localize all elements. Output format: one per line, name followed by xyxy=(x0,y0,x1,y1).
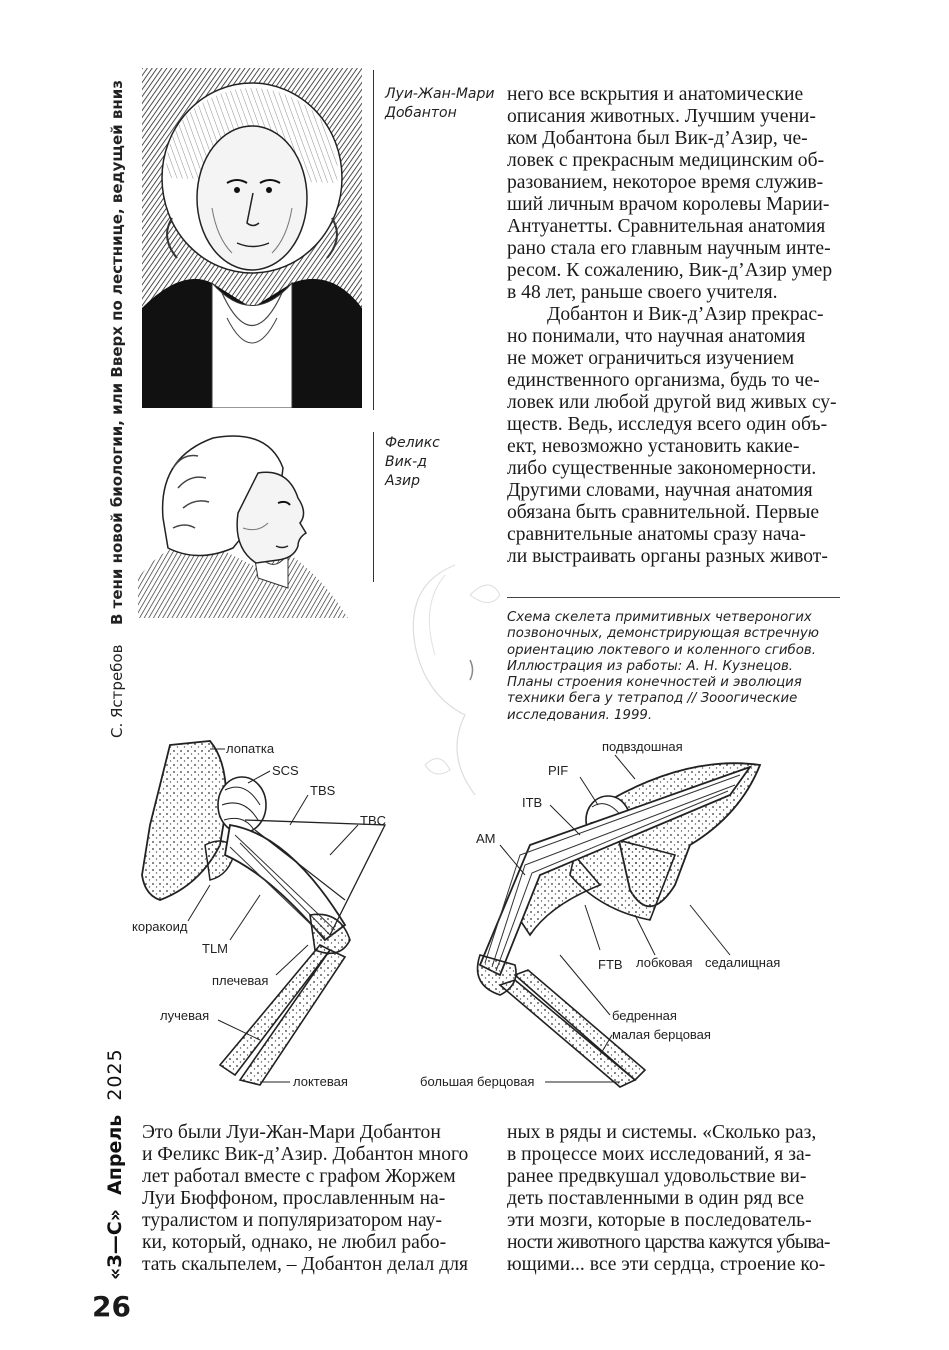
text-line: описания животных. Лучшим учени- xyxy=(507,106,816,127)
text-line: Луи Бюффоном, прославленным на- xyxy=(142,1188,446,1209)
text-line: ком Добантона был Вик-д’Азир, че- xyxy=(507,128,808,149)
caption-line: Иллюстрация из работы: А. Н. Кузнецов. xyxy=(507,658,794,674)
text-line: ки, который, однако, не любил рабо- xyxy=(142,1232,447,1253)
text-line: Добантон и Вик-д’Азир прекрас- xyxy=(547,304,824,325)
portrait-vicq-dazyr xyxy=(138,428,363,618)
text-line: сравнительные анатомы сразу нача- xyxy=(507,524,806,545)
text-line: в процессе моих исследований, я за- xyxy=(507,1144,812,1165)
label-scs: SCS xyxy=(272,763,299,778)
text-line: ловек с прекрасным медицинским об- xyxy=(507,150,825,171)
text-line: Это были Луи-Жан-Мари Добантон xyxy=(142,1122,441,1143)
portrait-caption-2 xyxy=(385,434,500,491)
caption-line: Феликс xyxy=(385,435,440,451)
text-line: туралистом и популяризатором нау- xyxy=(142,1210,442,1231)
text-line: единственного организма, будь то че- xyxy=(507,370,820,391)
text-line: разованием, некоторое время служив- xyxy=(507,172,824,193)
label-scapula: лопатка xyxy=(226,741,275,756)
footer-journal: «З—С» xyxy=(104,1209,126,1280)
text-line: но понимали, что научная анатомия xyxy=(507,326,806,347)
bottom-left-column xyxy=(142,1122,484,1276)
caption-line: исследования. 1999. xyxy=(507,707,653,723)
bottom-right-column xyxy=(507,1122,843,1276)
text-line: либо существенные закономерности. xyxy=(507,458,817,479)
label-tlm: TLM xyxy=(202,941,228,956)
label-radius: лучевая xyxy=(160,1008,210,1023)
label-am: AM xyxy=(476,831,496,846)
text-line: Другими словами, научная анатомия xyxy=(507,480,813,501)
text-line: ект, невозможно установить какие- xyxy=(507,436,800,457)
text-line: ловек или любой другой вид живых су- xyxy=(507,392,837,413)
label-fibula: малая берцовая xyxy=(612,1027,711,1042)
portrait-daubenton-image xyxy=(142,68,362,408)
header-author: С. Ястребов xyxy=(108,644,126,738)
caption-line: техники бега у тетрапод // Зооогические xyxy=(507,691,798,707)
label-coracoid: коракоид xyxy=(132,919,188,934)
label-femur: бедренная xyxy=(612,1008,677,1023)
caption-line: Планы строения конечностей и эволюция xyxy=(507,675,802,691)
label-tbs: TBS xyxy=(310,783,336,798)
portrait-vicq-dazyr-image xyxy=(138,428,363,618)
text-line: рано стала его главным научным инте- xyxy=(507,238,831,259)
header-title: В тени новой биологии, или Вверх по лестнице, ведущей вниз xyxy=(108,80,126,625)
caption-line: Луи-Жан-Мари xyxy=(385,86,495,102)
page-number: 26 xyxy=(92,1290,131,1323)
caption-line: Схема скелета примитивных четвероногих xyxy=(507,610,812,625)
portrait-rule-1 xyxy=(373,70,374,410)
caption-line: Вик-д xyxy=(385,454,427,470)
label-tibia: большая берцовая xyxy=(420,1074,535,1089)
right-column-top xyxy=(507,84,843,568)
caption-line: Добантон xyxy=(385,105,457,121)
label-humerus: плечевая xyxy=(212,973,269,988)
caption-line: Азир xyxy=(385,473,421,489)
text-line: ных в ряды и системы. «Сколько раз, xyxy=(507,1122,817,1143)
label-ftb: FTB xyxy=(598,957,623,972)
text-line: лет работал вместе с графом Жоржем xyxy=(142,1166,456,1187)
text-line: эти мозги, которые в последователь- xyxy=(507,1210,812,1231)
figure-divider xyxy=(507,597,840,598)
paragraph-1 xyxy=(507,84,843,304)
text-line: ранее предвкушал удовольствие ви- xyxy=(507,1166,807,1187)
running-header xyxy=(108,80,126,738)
fibula-bone xyxy=(515,970,645,1080)
label-tbc: TBC xyxy=(360,813,386,828)
label-ulna: локтевая xyxy=(293,1074,348,1089)
text-line: ший личным врачом королевы Марии- xyxy=(507,194,830,215)
label-itb: ITB xyxy=(522,795,543,810)
footer-year: 2025 xyxy=(104,1048,126,1101)
label-pubis: лобковая xyxy=(636,955,693,970)
text-line: ли выстраивать органы разных живот- xyxy=(507,546,828,567)
footer-month: Апрель xyxy=(104,1114,126,1195)
label-pif: PIF xyxy=(548,763,569,778)
text-line: ющими... все эти сердца, строение ко- xyxy=(507,1254,826,1275)
text-line: деть поставленными в один ряд все xyxy=(507,1188,805,1209)
text-line: ресом. К сожалению, Вик-д’Азир умер xyxy=(507,260,833,281)
label-ilium: подвздошная xyxy=(602,739,683,754)
ulna-bone xyxy=(240,950,345,1085)
portrait-daubenton xyxy=(142,68,362,408)
text-line: ществ. Ведь, исследуя всего один объ- xyxy=(507,414,828,435)
forelimb-diagram xyxy=(142,741,385,1085)
text-line: в 48 лет, раньше своего учителя. xyxy=(507,282,778,303)
limb-skeleton-diagram xyxy=(130,735,820,1095)
label-ischium: седалищная xyxy=(705,955,781,970)
portrait-rule-2 xyxy=(373,432,374,582)
text-line: него все вскрытия и анатомические xyxy=(507,84,804,105)
text-line: и Феликс Вик-д’Азир. Добантон много xyxy=(142,1144,469,1165)
caption-line: позвоночных, демонстрирующая встречную xyxy=(507,626,819,642)
text-line: тать скальпелем, – Добантон делал для xyxy=(142,1254,468,1275)
text-line: не может ограничиться изучением xyxy=(507,348,795,369)
paragraph-2 xyxy=(507,304,843,568)
running-footer xyxy=(104,1048,126,1280)
portrait-caption-1 xyxy=(385,85,500,123)
text-line: Антуанетты. Сравнительная анатомия xyxy=(507,216,826,237)
caption-line: ориентацию локтевого и коленного сгибов. xyxy=(507,642,816,658)
figure-caption xyxy=(507,610,837,724)
text-line: ности животного царства кажутся убыва- xyxy=(507,1232,830,1253)
text-line: обязана быть сравнительной. Первые xyxy=(507,502,820,523)
